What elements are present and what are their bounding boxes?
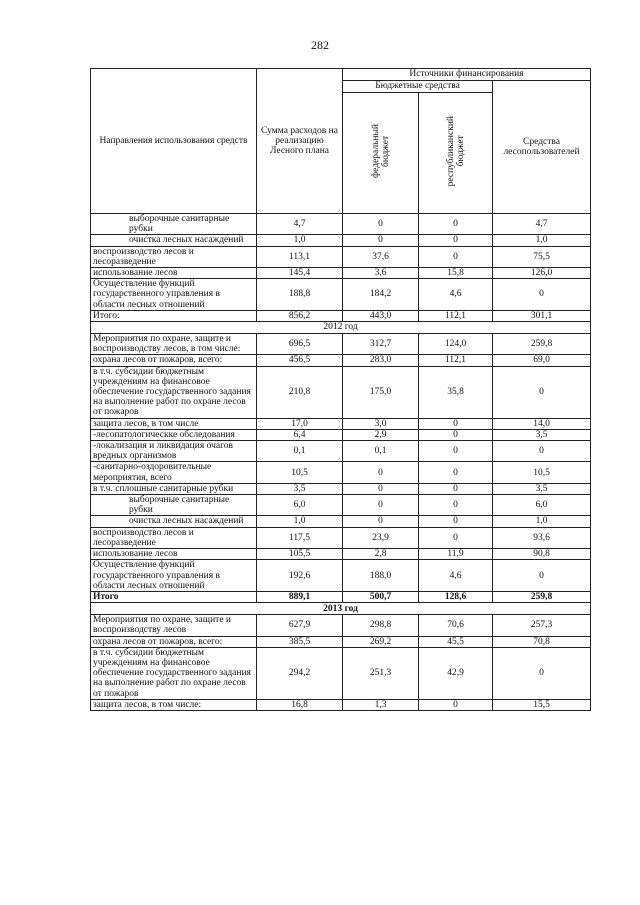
row-users: 3,5	[493, 429, 591, 440]
financing-table	[90, 68, 591, 711]
row-total: 1,0	[257, 516, 343, 527]
table-row	[91, 516, 591, 527]
row-total: 192,6	[257, 560, 343, 592]
row-republic: 0	[419, 246, 493, 267]
row-federal: 2,8	[343, 549, 419, 560]
row-users: 0	[493, 441, 591, 462]
table-row	[91, 246, 591, 267]
row-total: 294,2	[257, 647, 343, 699]
table-row	[91, 441, 591, 462]
row-name: очистка лесных насаждений	[91, 235, 257, 246]
row-users: 259,8	[493, 591, 591, 602]
row-users: 10,5	[493, 462, 591, 483]
year-label: 2012 год	[91, 322, 591, 334]
row-name: в т.ч. субсидии бюджетным учреждениям на финансовое обеспечение государственного задания на выполнение работ по охране лесов от пожаров	[91, 366, 257, 418]
table-row	[91, 355, 591, 366]
row-users: 126,0	[493, 268, 591, 279]
row-total: 105,5	[257, 549, 343, 560]
row-users: 3,5	[493, 483, 591, 494]
row-federal: 251,3	[343, 647, 419, 699]
row-total: 456,5	[257, 355, 343, 366]
header-sources: Источники финансирования	[343, 69, 591, 81]
row-federal: 0	[343, 495, 419, 516]
row-total: 17,0	[257, 418, 343, 429]
row-federal: 443,0	[343, 310, 419, 321]
row-federal: 0	[343, 462, 419, 483]
row-federal: 0	[343, 214, 419, 235]
row-republic: 0	[419, 483, 493, 494]
row-users: 93,6	[493, 527, 591, 548]
row-users: 0	[493, 560, 591, 592]
table-row	[91, 429, 591, 440]
row-name: Осуществление функций государственного управления в области лесных отношений	[91, 560, 257, 592]
row-republic: 0	[419, 527, 493, 548]
row-name: выборочные санитарные рубки	[91, 495, 257, 516]
row-users: 69,0	[493, 355, 591, 366]
row-republic: 11,9	[419, 549, 493, 560]
header-users-funds: Средства лесопользователей	[493, 81, 591, 214]
row-name: -санитарно-оздоровительные мероприятия, всего	[91, 462, 257, 483]
row-federal: 3,6	[343, 268, 419, 279]
table-row	[91, 310, 591, 321]
row-federal: 500,7	[343, 591, 419, 602]
table-row	[91, 615, 591, 636]
table-row	[91, 636, 591, 647]
row-users: 301,1	[493, 310, 591, 321]
row-republic: 0	[419, 235, 493, 246]
row-republic: 0	[419, 699, 493, 710]
row-republic: 124,0	[419, 334, 493, 355]
row-total: 6,0	[257, 495, 343, 516]
row-total: 0,1	[257, 441, 343, 462]
row-total: 10,5	[257, 462, 343, 483]
row-users: 75,5	[493, 246, 591, 267]
row-total: 16,8	[257, 699, 343, 710]
row-total: 385,5	[257, 636, 343, 647]
row-users: 1,0	[493, 516, 591, 527]
row-federal: 312,7	[343, 334, 419, 355]
table-row	[91, 591, 591, 602]
row-federal: 1,3	[343, 699, 419, 710]
year-label: 2013 год	[91, 603, 591, 615]
row-name: воспроизводство лесов и лесоразведение	[91, 246, 257, 267]
header-federal: федеральный бюджет	[343, 93, 419, 214]
table-row	[91, 647, 591, 699]
table-row	[91, 334, 591, 355]
table-row	[91, 462, 591, 483]
row-republic: 4,6	[419, 279, 493, 311]
row-republic: 15,8	[419, 268, 493, 279]
table-row	[91, 527, 591, 548]
row-federal: 2,9	[343, 429, 419, 440]
row-republic: 42,9	[419, 647, 493, 699]
row-users: 0	[493, 279, 591, 311]
row-republic: 0	[419, 495, 493, 516]
table-row	[91, 235, 591, 246]
row-republic: 35,8	[419, 366, 493, 418]
row-name: Мероприятия по охране, защите и воспроизводству лесов, в том числе:	[91, 334, 257, 355]
table-row	[91, 699, 591, 710]
row-name: Итого	[91, 591, 257, 602]
row-total: 696,5	[257, 334, 343, 355]
row-name: защита лесов, в том числе	[91, 418, 257, 429]
row-name: защита лесов, в том числе:	[91, 699, 257, 710]
row-users: 90,8	[493, 549, 591, 560]
year-row	[91, 603, 591, 615]
table-row	[91, 214, 591, 235]
row-total: 889,1	[257, 591, 343, 602]
row-users: 0	[493, 647, 591, 699]
row-federal: 3,0	[343, 418, 419, 429]
row-users: 14,0	[493, 418, 591, 429]
row-users: 4,7	[493, 214, 591, 235]
row-total: 856,2	[257, 310, 343, 321]
row-users: 70,8	[493, 636, 591, 647]
row-name: воспроизводство лесов и лесоразведение	[91, 527, 257, 548]
row-republic: 128,6	[419, 591, 493, 602]
header-republic: республиканский бюджет	[419, 93, 493, 214]
row-republic: 0	[419, 441, 493, 462]
row-federal: 23,9	[343, 527, 419, 548]
row-total: 117,5	[257, 527, 343, 548]
page-number: 282	[311, 38, 329, 52]
table-row	[91, 418, 591, 429]
row-federal: 283,0	[343, 355, 419, 366]
row-federal: 0	[343, 483, 419, 494]
table-row	[91, 279, 591, 311]
row-republic: 0	[419, 516, 493, 527]
table-row	[91, 560, 591, 592]
row-users: 15,5	[493, 699, 591, 710]
row-total: 3,5	[257, 483, 343, 494]
row-total: 188,8	[257, 279, 343, 311]
row-users: 0	[493, 366, 591, 418]
row-total: 145,4	[257, 268, 343, 279]
table-row	[91, 268, 591, 279]
row-name: очистка лесных насаждений	[91, 516, 257, 527]
row-total: 627,9	[257, 615, 343, 636]
table-row	[91, 549, 591, 560]
row-name: выборочные санитарные рубки	[91, 214, 257, 235]
header-budget-funds: Бюджетные средства	[343, 81, 493, 93]
row-name: использование лесов	[91, 549, 257, 560]
row-users: 6,0	[493, 495, 591, 516]
row-federal: 269,2	[343, 636, 419, 647]
row-republic: 45,5	[419, 636, 493, 647]
row-name: Мероприятия по охране, защите и воспроизводству лесов	[91, 615, 257, 636]
row-federal: 0,1	[343, 441, 419, 462]
row-total: 1,0	[257, 235, 343, 246]
row-republic: 4,6	[419, 560, 493, 592]
table-body	[91, 214, 591, 711]
row-republic: 0	[419, 214, 493, 235]
row-total: 4,7	[257, 214, 343, 235]
row-republic: 112,1	[419, 310, 493, 321]
row-name: Итого:	[91, 310, 257, 321]
row-total: 6,4	[257, 429, 343, 440]
row-name: использование лесов	[91, 268, 257, 279]
row-name: Осуществление функций государственного управления в области лесных отношений	[91, 279, 257, 311]
row-federal: 37,6	[343, 246, 419, 267]
row-federal: 0	[343, 235, 419, 246]
header-direction: Направления использования средств	[91, 69, 257, 214]
row-republic: 0	[419, 429, 493, 440]
row-users: 257,3	[493, 615, 591, 636]
year-row	[91, 322, 591, 334]
row-name: в т.ч. субсидии бюджетным учреждениям на финансовое обеспечение государственного задания на выполнение работ по охране лесов от пожаров	[91, 647, 257, 699]
row-users: 1,0	[493, 235, 591, 246]
row-name: -локализация и ликвидация очагов вредных организмов	[91, 441, 257, 462]
row-republic: 0	[419, 418, 493, 429]
row-name: -лесопатологическке обследования	[91, 429, 257, 440]
row-name: в т.ч. сплошные санитарные рубки	[91, 483, 257, 494]
row-name: охрана лесов от пожаров, всего:	[91, 636, 257, 647]
row-republic: 112,1	[419, 355, 493, 366]
row-republic: 70,6	[419, 615, 493, 636]
row-republic: 0	[419, 462, 493, 483]
row-users: 259,8	[493, 334, 591, 355]
row-federal: 175,0	[343, 366, 419, 418]
row-federal: 184,2	[343, 279, 419, 311]
row-federal: 0	[343, 516, 419, 527]
row-total: 210,8	[257, 366, 343, 418]
table-row	[91, 366, 591, 418]
table-row	[91, 483, 591, 494]
row-federal: 188,0	[343, 560, 419, 592]
row-total: 113,1	[257, 246, 343, 267]
table-row	[91, 495, 591, 516]
row-federal: 298,8	[343, 615, 419, 636]
header-total: Сумма расходов на реализацию Лесного плана	[257, 69, 343, 214]
row-name: охрана лесов от пожаров, всего:	[91, 355, 257, 366]
